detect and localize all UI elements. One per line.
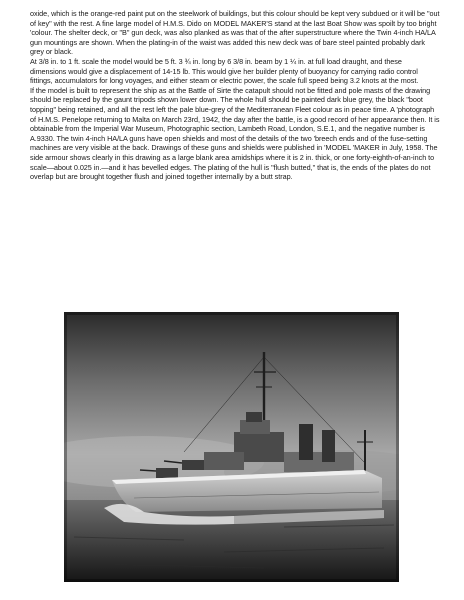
warship-photo-image bbox=[64, 312, 399, 582]
paragraph-3: If the model is built to represent the ship as at the Battle of Sirte the catapult should not be fitted and pole masts of the drawing should be replaced by the gaunt tripods shown lower down. The whole hull should be painted dark blue grey, the black "boot topping" being retained, and all the rest left the pale blue-grey of the Mediterranean Fleet colour as in peace time. A 'photograph of H.M.S. Penelope returning to Malta on March 23rd, 1942, the day after the battle, is a good record of her appearance then. It is obtainable from the Imperial War Museum, Photographic section, Lambeth Road, London, S.E.1, and the negative number is A.9330. The twin 4-inch HA/LA guns have open shields and most of the details of the two 'breech ends and of the fuse-setting machines are very visible at the back. Drawings of these guns and shields were published in 'MODEL 'MAKER in July, 1958. The side armour shows clearly in this drawing as a large blank area amidships where it is 2 in. thick, or one forty-eighth-of-an-inch to scale—about 0.025 in.—and it has bevelled edges. The plating of the hull is "flush butted," that is, the ends of the plates do not overlap but are brought together flush and joined together internally by a butt strap. bbox=[30, 85, 440, 182]
ship-photograph bbox=[64, 312, 399, 582]
paragraph-1: oxide, which is the orange-red paint put on the steelwork of buildings, but this colour should be kept very subdued or it will be "out of key" with the rest. A fine large model of H.M.S. Dido on MODEL MAKER'S stand at the last Boat Show was spoilt by too bright 'colour. The shelter deck, or "B" gun deck, was also planked as was that of the after superstructure where the Twin 4-inch HA/LA gun mountings are shown. When the plating-in of the waist was added this new deck was of bare steel painted probably dark grey or black. bbox=[30, 9, 440, 57]
article-text bbox=[30, 9, 440, 182]
paragraph-2: At 3/8 in. to 1 ft. scale the model would be 5 ft. 3 ¾ in. long by 6 3/8 in. beam by 1 ¼ in. at full load draught, and these dimensions would give a displacement of 14-15 lb. This would give her builder plenty of buoyancy for carrying radio control fittings, accumulators for long voyages, and either steam or electric power, the scale full speed being 3.2 knots at the most. bbox=[30, 56, 419, 86]
